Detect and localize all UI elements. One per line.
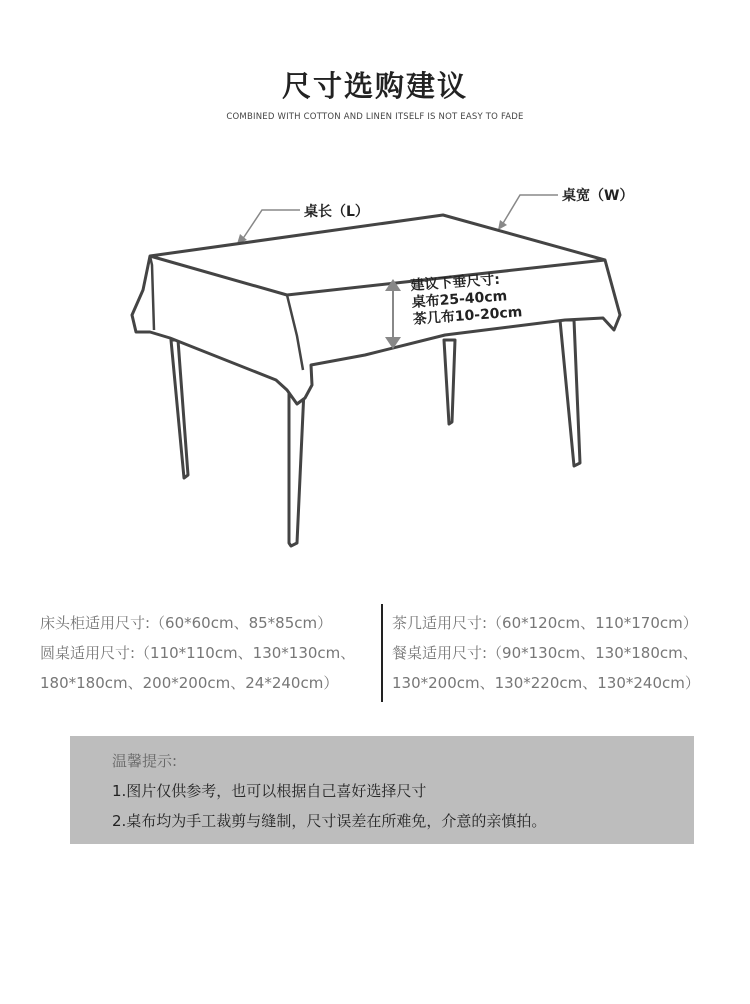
width-pointer-head (498, 220, 507, 230)
table-width-label: 桌宽（W） (562, 188, 634, 204)
tip-1: 1.图片仅供参考，也可以根据自己喜好选择尺寸 (112, 782, 427, 800)
tips-title: 温馨提示: (112, 752, 178, 770)
width-pointer-line (502, 195, 558, 225)
drop-tablecloth: 桌布25-40cm (411, 288, 508, 311)
drop-title: 建议下垂尺寸: (410, 271, 501, 294)
tips-box (70, 736, 694, 844)
size-recommendations (0, 600, 750, 710)
tablecloth-diagram (0, 160, 750, 580)
tablecloth-outline (132, 215, 620, 404)
leg-back-right (560, 320, 580, 466)
dining-table-sizes-line1: 餐桌适用尺寸:（90*130cm、130*180cm、 (392, 644, 698, 662)
page-title: 尺寸选购建议 (281, 69, 468, 103)
page-subtitle: COMBINED WITH COTTON AND LINEN ITSELF IS NOT EASY TO FADE (226, 112, 524, 122)
table-illustration (0, 160, 750, 580)
round-table-sizes-line2: 180*180cm、200*200cm、24*240cm） (40, 674, 339, 692)
bedside-sizes: 床头柜适用尺寸:（60*60cm、85*85cm） (40, 614, 333, 632)
tip-2: 2.桌布均为手工裁剪与缝制，尺寸误差在所难免，介意的亲慎拍。 (112, 812, 547, 830)
leg-front-left (171, 340, 188, 478)
size-column-right (392, 608, 742, 698)
drop-coffee-table: 茶几布10-20cm (412, 304, 523, 328)
size-column-left (40, 608, 380, 698)
drop-recommendation (410, 270, 523, 329)
round-table-sizes-line1: 圆桌适用尺寸:（110*110cm、130*130cm、 (40, 644, 356, 662)
table-length-label: 桌长（L） (304, 204, 369, 220)
leg-front-right (289, 390, 304, 546)
coffee-table-sizes: 茶几适用尺寸:（60*120cm、110*170cm） (392, 614, 698, 632)
dining-table-sizes-line2: 130*200cm、130*220cm、130*240cm） (392, 674, 700, 692)
leg-back-middle (444, 340, 455, 424)
column-divider (381, 604, 383, 702)
